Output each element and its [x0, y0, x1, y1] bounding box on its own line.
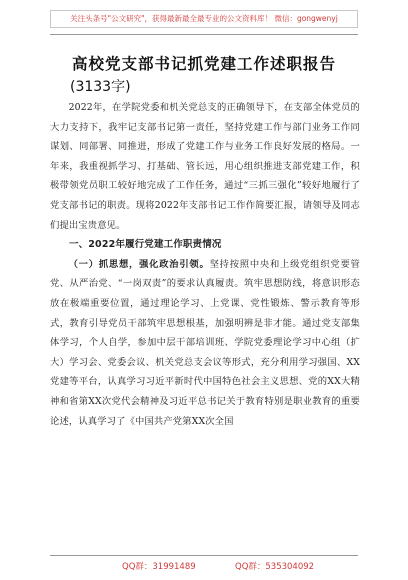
- top-banner: 关注头条号"公文研究"，获得最新最全最专业的公文资料库！ 微信：gongwenyj: [50, 10, 358, 28]
- document-body: [50, 98, 360, 431]
- section-heading: 一、2022年履行党建工作职责情况: [69, 239, 222, 251]
- sub-heading: （一）抓思想，强化政治引领。: [68, 258, 210, 270]
- footer: [50, 558, 358, 572]
- document-title: 高校党支部书记抓党建工作述职报告: [71, 55, 336, 73]
- document-subtitle: (3133字): [70, 79, 131, 95]
- header-rule: [50, 34, 358, 35]
- section-paragraph: [50, 255, 360, 431]
- sub-paragraph-text: 坚持按照中央和上级党组织党要管党、从严治党、“一岗双责”的要求认真履责。筑牢思想防线，将意识形态放在极端重要位置，通过理论学习、上党课、党性锻炼、警示教育等形式，教育引导党员干部筑牢思想根基，加强明辨是非才能。通过党支部集体学习，个人自学，参加中层干部培训班、学院党委理论学习中心组（扩大）学习会、党委会议、机关党总支会议等形式，充分利用学习强国、XX党建等平台，认真学习习近平新时代中国特色社会主义思想、党的XX大精神和省第XX次党代会精神及习近平总书记关于教育特别是职业教育的重要论述，认真学习了《中国共产党第XX次全国: [50, 258, 360, 427]
- footer-qq-group-1: QQ群：31991489: [122, 562, 196, 572]
- footer-rule: [50, 555, 358, 556]
- footer-qq-group-2: QQ群：535304092: [235, 562, 315, 572]
- intro-paragraph: 2022年，在学院党委和机关党总支的正确领导下，在支部全体党员的大力支持下，我牢记支部书记第一责任，坚持党建工作与部门业务工作同谋划、同部署、同推进，形成了党建工作与业务工作良好发展的格局。一年来，我重视抓学习、打基础、管长远，用心组织推进支部党建工作，积极带领党员职工较好地完成了工作任务，通过“三抓三强化”较好地履行了党支部书记的职责。现将2022年支部书记工作作简要汇报，请领导及同志们提出宝贵意见。: [50, 102, 360, 231]
